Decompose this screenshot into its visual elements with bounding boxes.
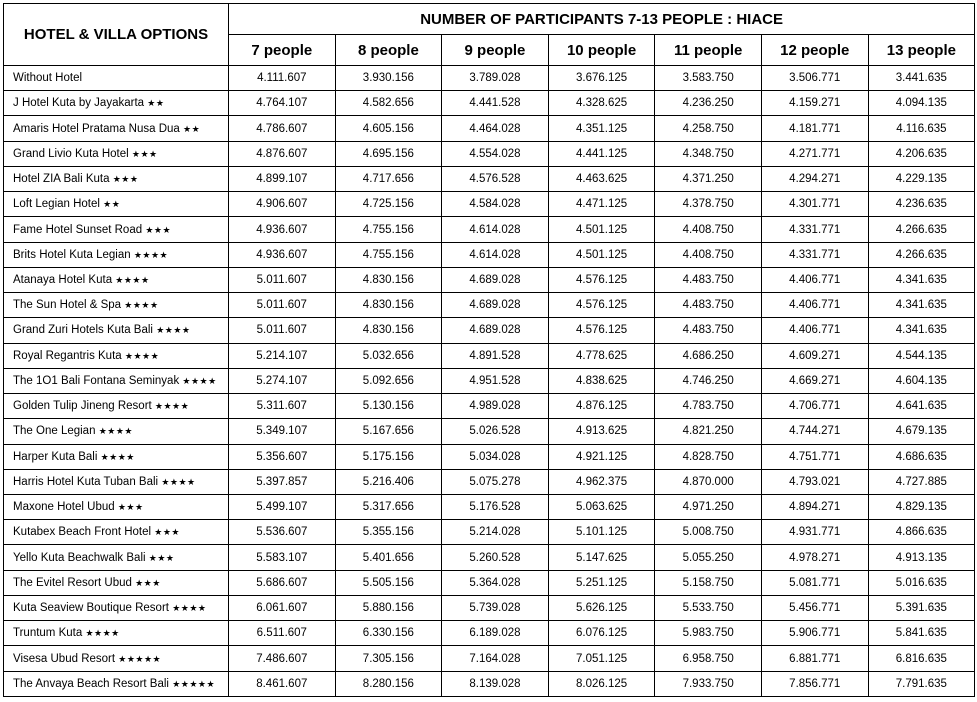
table-row [4, 318, 975, 343]
price-cell: 4.236.635 [868, 192, 975, 217]
table-row [4, 116, 975, 141]
column-header: 10 people [548, 35, 655, 66]
price-cell: 5.092.656 [335, 368, 442, 393]
price-cell: 4.821.250 [655, 419, 762, 444]
table-row [4, 671, 975, 696]
hotel-name-cell [4, 494, 229, 519]
hotel-name-cell [4, 318, 229, 343]
price-cell: 4.341.635 [868, 318, 975, 343]
price-cell: 4.341.635 [868, 293, 975, 318]
price-cell: 5.311.607 [229, 394, 336, 419]
table-row [4, 293, 975, 318]
price-cell: 5.063.625 [548, 494, 655, 519]
price-cell: 4.111.607 [229, 66, 336, 91]
price-cell: 5.147.625 [548, 545, 655, 570]
price-cell: 3.930.156 [335, 66, 442, 91]
price-cell: 4.913.135 [868, 545, 975, 570]
hotel-name-cell [4, 242, 229, 267]
price-cell: 4.755.156 [335, 242, 442, 267]
price-cell: 4.258.750 [655, 116, 762, 141]
star-rating: ★★ [183, 123, 201, 134]
table-row [4, 419, 975, 444]
column-header: 11 people [655, 35, 762, 66]
price-cell: 4.689.028 [442, 267, 549, 292]
price-cell: 4.746.250 [655, 368, 762, 393]
price-cell: 5.686.607 [229, 570, 336, 595]
hotel-name: Loft Legian Hotel [13, 198, 100, 211]
price-cell: 5.011.607 [229, 267, 336, 292]
price-cell: 4.576.125 [548, 293, 655, 318]
price-cell: 5.055.250 [655, 545, 762, 570]
price-cell: 4.830.156 [335, 318, 442, 343]
price-cell: 4.894.271 [761, 494, 868, 519]
price-cell: 7.933.750 [655, 671, 762, 696]
price-cell: 4.891.528 [442, 343, 549, 368]
price-cell: 4.094.135 [868, 91, 975, 116]
price-cell: 4.989.028 [442, 394, 549, 419]
price-cell: 4.331.771 [761, 242, 868, 267]
price-cell: 4.584.028 [442, 192, 549, 217]
hotel-name-cell [4, 595, 229, 620]
hotel-name: Kuta Seaview Boutique Resort [13, 602, 169, 615]
price-cell: 7.164.028 [442, 646, 549, 671]
price-cell: 6.061.607 [229, 595, 336, 620]
table-row [4, 520, 975, 545]
price-cell: 4.899.107 [229, 166, 336, 191]
hotel-name-cell [4, 469, 229, 494]
price-cell: 4.501.125 [548, 217, 655, 242]
price-cell: 4.236.250 [655, 91, 762, 116]
price-cell: 4.838.625 [548, 368, 655, 393]
price-cell: 4.686.635 [868, 444, 975, 469]
hotel-name: The 1O1 Bali Fontana Seminyak [13, 374, 180, 387]
price-cell: 5.364.028 [442, 570, 549, 595]
hotel-name: Fame Hotel Sunset Road [13, 223, 143, 236]
price-cell: 4.913.625 [548, 419, 655, 444]
hotel-name: The Anvaya Beach Resort Bali [13, 677, 169, 690]
price-cell: 4.609.271 [761, 343, 868, 368]
price-cell: 4.576.125 [548, 267, 655, 292]
price-cell: 5.130.156 [335, 394, 442, 419]
hotel-name: J Hotel Kuta by Jayakarta [13, 97, 145, 110]
table-row [4, 217, 975, 242]
price-cell: 4.576.125 [548, 318, 655, 343]
star-rating: ★★★ [135, 577, 161, 588]
price-cell: 4.348.750 [655, 141, 762, 166]
table-row [4, 166, 975, 191]
price-cell: 5.349.107 [229, 419, 336, 444]
hotel-name-cell [4, 166, 229, 191]
star-rating: ★★ [147, 98, 165, 109]
price-cell: 4.962.375 [548, 469, 655, 494]
price-cell: 5.011.607 [229, 318, 336, 343]
price-cell: 4.471.125 [548, 192, 655, 217]
price-cell: 4.783.750 [655, 394, 762, 419]
table-row [4, 368, 975, 393]
column-header: 9 people [442, 35, 549, 66]
price-cell: 8.280.156 [335, 671, 442, 696]
price-cell: 4.614.028 [442, 242, 549, 267]
price-cell: 5.011.607 [229, 293, 336, 318]
price-cell: 6.330.156 [335, 621, 442, 646]
price-cell: 4.229.135 [868, 166, 975, 191]
price-cell: 5.260.528 [442, 545, 549, 570]
price-cell: 4.371.250 [655, 166, 762, 191]
price-cell: 4.501.125 [548, 242, 655, 267]
hotel-name-cell [4, 141, 229, 166]
price-cell: 4.341.635 [868, 267, 975, 292]
hotel-name: Amaris Hotel Pratama Nusa Dua [13, 122, 180, 135]
star-rating: ★★ [103, 199, 121, 210]
price-cell: 5.175.156 [335, 444, 442, 469]
hotel-name-cell [4, 419, 229, 444]
price-cell: 4.727.885 [868, 469, 975, 494]
price-cell: 4.751.771 [761, 444, 868, 469]
price-cell: 4.931.771 [761, 520, 868, 545]
table-row [4, 66, 975, 91]
star-rating: ★★★★ [124, 300, 159, 311]
hotel-name-cell [4, 217, 229, 242]
price-cell: 5.391.635 [868, 595, 975, 620]
hotel-name-cell [4, 444, 229, 469]
hotel-name: The Evitel Resort Ubud [13, 576, 132, 589]
hotel-name: The Sun Hotel & Spa [13, 299, 122, 312]
hotel-name: Hotel ZIA Bali Kuta [13, 173, 110, 186]
table-row [4, 621, 975, 646]
price-cell: 4.576.528 [442, 166, 549, 191]
price-cell: 5.397.857 [229, 469, 336, 494]
star-rating: ★★★★★ [118, 653, 162, 664]
price-cell: 4.778.625 [548, 343, 655, 368]
hotel-name-cell [4, 671, 229, 696]
column-header: 7 people [229, 35, 336, 66]
table-row [4, 242, 975, 267]
price-cell: 5.533.750 [655, 595, 762, 620]
price-cell: 6.189.028 [442, 621, 549, 646]
price-cell: 4.971.250 [655, 494, 762, 519]
table-row [4, 343, 975, 368]
price-cell: 4.116.635 [868, 116, 975, 141]
hotel-name-cell [4, 394, 229, 419]
price-cell: 4.483.750 [655, 318, 762, 343]
price-cell: 8.461.607 [229, 671, 336, 696]
table-header [4, 4, 975, 66]
table-body [4, 66, 975, 697]
price-cell: 5.167.656 [335, 419, 442, 444]
price-cell: 5.176.528 [442, 494, 549, 519]
hotel-name-cell [4, 66, 229, 91]
price-cell: 6.511.607 [229, 621, 336, 646]
hotel-name: Grand Zuri Hotels Kuta Bali [13, 324, 153, 337]
hotel-name-cell [4, 293, 229, 318]
hotel-name-cell [4, 267, 229, 292]
price-cell: 3.676.125 [548, 66, 655, 91]
star-rating: ★★★★ [161, 476, 196, 487]
table-row [4, 646, 975, 671]
price-cell: 5.355.156 [335, 520, 442, 545]
price-cell: 5.251.125 [548, 570, 655, 595]
hotel-name: Yello Kuta Beachwalk Bali [13, 551, 146, 564]
price-cell: 4.679.135 [868, 419, 975, 444]
star-rating: ★★★★ [100, 451, 135, 462]
price-cell: 4.706.771 [761, 394, 868, 419]
hotel-name-cell [4, 343, 229, 368]
price-cell: 5.739.028 [442, 595, 549, 620]
hotel-name-cell [4, 192, 229, 217]
star-rating: ★★★★ [124, 350, 160, 361]
star-rating: ★★★★ [133, 249, 169, 260]
price-cell: 4.764.107 [229, 91, 336, 116]
price-cell: 5.274.107 [229, 368, 336, 393]
star-rating: ★★★ [154, 527, 181, 538]
price-cell: 4.725.156 [335, 192, 442, 217]
price-cell: 4.614.028 [442, 217, 549, 242]
column-header: 12 people [761, 35, 868, 66]
hotel-name: Without Hotel [13, 72, 83, 85]
price-cell: 5.505.156 [335, 570, 442, 595]
price-cell: 4.876.607 [229, 141, 336, 166]
hotel-name: Maxone Hotel Ubud [13, 501, 115, 514]
price-cell: 3.583.750 [655, 66, 762, 91]
star-rating: ★★★ [145, 224, 172, 235]
price-cell: 7.486.607 [229, 646, 336, 671]
price-table [3, 3, 975, 697]
price-cell: 4.786.607 [229, 116, 336, 141]
hotel-name-cell [4, 545, 229, 570]
price-cell: 4.605.156 [335, 116, 442, 141]
hotel-name: Brits Hotel Kuta Legian [13, 248, 131, 261]
hotel-name-cell [4, 520, 229, 545]
star-rating: ★★★★ [172, 603, 207, 614]
price-cell: 7.791.635 [868, 671, 975, 696]
hotel-name: Grand Livio Kuta Hotel [13, 147, 129, 160]
price-cell: 4.331.771 [761, 217, 868, 242]
column-header: 8 people [335, 35, 442, 66]
table-row [4, 141, 975, 166]
star-rating: ★★★ [148, 552, 175, 563]
price-cell: 4.406.771 [761, 318, 868, 343]
price-cell: 5.075.278 [442, 469, 549, 494]
table-row [4, 469, 975, 494]
price-cell: 5.214.107 [229, 343, 336, 368]
price-cell: 7.856.771 [761, 671, 868, 696]
hotel-name: Truntum Kuta [13, 627, 83, 640]
price-cell: 4.271.771 [761, 141, 868, 166]
price-cell: 5.016.635 [868, 570, 975, 595]
price-cell: 4.921.125 [548, 444, 655, 469]
price-cell: 4.755.156 [335, 217, 442, 242]
price-cell: 5.880.156 [335, 595, 442, 620]
price-cell: 7.305.156 [335, 646, 442, 671]
price-cell: 4.582.656 [335, 91, 442, 116]
price-cell: 8.026.125 [548, 671, 655, 696]
hotel-name: Harris Hotel Kuta Tuban Bali [13, 475, 159, 488]
price-cell: 4.544.135 [868, 343, 975, 368]
hotel-name-cell [4, 91, 229, 116]
price-cell: 6.881.771 [761, 646, 868, 671]
hotel-name: Royal Regantris Kuta [13, 349, 122, 362]
table-row [4, 91, 975, 116]
hotel-name: Kutabex Beach Front Hotel [13, 526, 152, 539]
price-cell: 5.583.107 [229, 545, 336, 570]
price-cell: 5.034.028 [442, 444, 549, 469]
price-cell: 4.866.635 [868, 520, 975, 545]
price-cell: 4.406.771 [761, 267, 868, 292]
price-cell: 3.789.028 [442, 66, 549, 91]
price-cell: 5.032.656 [335, 343, 442, 368]
hotel-name: The One Legian [13, 425, 96, 438]
star-rating: ★★★ [117, 502, 144, 513]
price-cell: 6.816.635 [868, 646, 975, 671]
table-row [4, 595, 975, 620]
hotel-name: Harper Kuta Bali [13, 450, 98, 463]
hotel-name-cell [4, 368, 229, 393]
star-rating: ★★★★ [156, 325, 191, 336]
price-cell: 4.830.156 [335, 293, 442, 318]
hotel-name: Visesa Ubud Resort [13, 652, 116, 665]
price-cell: 4.206.635 [868, 141, 975, 166]
price-cell: 4.978.271 [761, 545, 868, 570]
price-cell: 4.641.635 [868, 394, 975, 419]
price-cell: 5.317.656 [335, 494, 442, 519]
hotel-name: Golden Tulip Jineng Resort [13, 400, 152, 413]
price-cell: 5.101.125 [548, 520, 655, 545]
price-cell: 4.554.028 [442, 141, 549, 166]
price-cell: 4.936.607 [229, 242, 336, 267]
price-cell: 5.499.107 [229, 494, 336, 519]
column-header: 13 people [868, 35, 975, 66]
price-cell: 4.829.135 [868, 494, 975, 519]
price-cell: 4.906.607 [229, 192, 336, 217]
participants-group-header: NUMBER OF PARTICIPANTS 7-13 PEOPLE : HIACE [229, 4, 975, 35]
price-cell: 4.378.750 [655, 192, 762, 217]
price-cell: 4.483.750 [655, 293, 762, 318]
star-rating: ★★★★ [182, 375, 217, 386]
price-cell: 4.408.750 [655, 242, 762, 267]
price-cell: 4.463.625 [548, 166, 655, 191]
price-cell: 4.351.125 [548, 116, 655, 141]
price-cell: 4.793.021 [761, 469, 868, 494]
price-cell: 4.464.028 [442, 116, 549, 141]
price-cell: 5.356.607 [229, 444, 336, 469]
price-cell: 3.441.635 [868, 66, 975, 91]
table-row [4, 494, 975, 519]
price-cell: 5.841.635 [868, 621, 975, 646]
price-cell: 4.159.271 [761, 91, 868, 116]
price-cell: 5.081.771 [761, 570, 868, 595]
table-row [4, 267, 975, 292]
price-cell: 4.266.635 [868, 242, 975, 267]
price-cell: 4.951.528 [442, 368, 549, 393]
table-row [4, 394, 975, 419]
table-row [4, 570, 975, 595]
price-cell: 8.139.028 [442, 671, 549, 696]
price-cell: 6.958.750 [655, 646, 762, 671]
price-cell: 5.216.406 [335, 469, 442, 494]
hotel-name-cell [4, 116, 229, 141]
price-cell: 4.408.750 [655, 217, 762, 242]
price-cell: 4.406.771 [761, 293, 868, 318]
price-cell: 5.906.771 [761, 621, 868, 646]
price-cell: 4.686.250 [655, 343, 762, 368]
price-cell: 4.828.750 [655, 444, 762, 469]
price-cell: 7.051.125 [548, 646, 655, 671]
star-rating: ★★★ [131, 148, 158, 159]
price-cell: 4.936.607 [229, 217, 336, 242]
table-row [4, 192, 975, 217]
star-rating: ★★★★★ [172, 678, 216, 689]
price-cell: 4.441.125 [548, 141, 655, 166]
price-cell: 5.401.656 [335, 545, 442, 570]
hotel-name-cell [4, 646, 229, 671]
price-cell: 5.214.028 [442, 520, 549, 545]
price-cell: 4.266.635 [868, 217, 975, 242]
price-cell: 5.536.607 [229, 520, 336, 545]
price-cell: 4.830.156 [335, 267, 442, 292]
price-cell: 4.441.528 [442, 91, 549, 116]
price-cell: 6.076.125 [548, 621, 655, 646]
star-rating: ★★★ [112, 174, 139, 185]
hotel-name-cell [4, 621, 229, 646]
price-cell: 4.744.271 [761, 419, 868, 444]
star-rating: ★★★★ [154, 401, 190, 412]
price-cell: 4.689.028 [442, 293, 549, 318]
hotel-options-header: HOTEL & VILLA OPTIONS [4, 4, 229, 66]
price-cell: 4.689.028 [442, 318, 549, 343]
price-cell: 4.301.771 [761, 192, 868, 217]
price-cell: 5.158.750 [655, 570, 762, 595]
price-cell: 5.456.771 [761, 595, 868, 620]
star-rating: ★★★★ [98, 426, 133, 437]
price-cell: 4.328.625 [548, 91, 655, 116]
price-cell: 4.181.771 [761, 116, 868, 141]
price-cell: 4.876.125 [548, 394, 655, 419]
price-cell: 4.294.271 [761, 166, 868, 191]
price-cell: 4.870.000 [655, 469, 762, 494]
hotel-name: Atanaya Hotel Kuta [13, 273, 113, 286]
price-cell: 5.026.528 [442, 419, 549, 444]
table-row [4, 545, 975, 570]
price-cell: 5.008.750 [655, 520, 762, 545]
price-cell: 4.483.750 [655, 267, 762, 292]
price-cell: 4.695.156 [335, 141, 442, 166]
star-rating: ★★★★ [115, 274, 150, 285]
price-cell: 4.717.656 [335, 166, 442, 191]
price-cell: 5.626.125 [548, 595, 655, 620]
price-cell: 5.983.750 [655, 621, 762, 646]
price-cell: 4.604.135 [868, 368, 975, 393]
table-row [4, 444, 975, 469]
price-cell: 4.669.271 [761, 368, 868, 393]
price-cell: 3.506.771 [761, 66, 868, 91]
star-rating: ★★★★ [85, 628, 120, 639]
hotel-name-cell [4, 570, 229, 595]
